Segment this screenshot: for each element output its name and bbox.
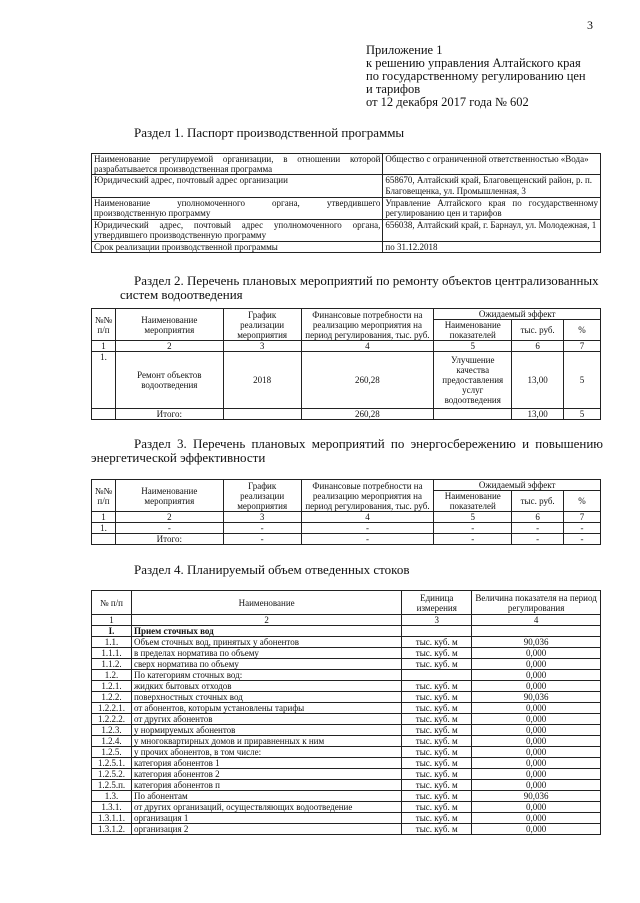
passport-value: 658670, Алтайский край, Благовещенский район, р. п. Благовещенка, ул. Промышленная, 3 xyxy=(383,175,601,198)
row-name: от других организаций, осуществляющих водоотведение xyxy=(131,802,401,813)
col-pct-header: % xyxy=(564,320,601,341)
row-value: 0,000 xyxy=(472,802,601,813)
row-unit: тыс. куб. м xyxy=(402,824,472,835)
col-number: 4 xyxy=(301,512,434,523)
table-row xyxy=(92,523,601,534)
row-num: 1.2.5.1. xyxy=(92,758,132,769)
section2-title: Раздел 2. Перечень плановых мероприятий по ремонту объектов централизованных систем водоотведения xyxy=(120,273,599,302)
passport-value: 656038, Алтайский край, г. Барнаул, ул. Молодежная, 1 xyxy=(383,220,601,242)
row-name: от абонентов, которым установлены тарифы xyxy=(131,703,401,714)
table-row xyxy=(92,659,601,670)
appendix-line: и тарифов xyxy=(366,82,421,96)
row-name: организация 1 xyxy=(131,813,401,824)
row-name: По категориям сточных вод: xyxy=(131,670,401,681)
col-number: 5 xyxy=(434,341,512,352)
col-num-header: №№ п/п xyxy=(92,309,116,341)
col-num-header: № п/п xyxy=(92,591,132,615)
row-num: 1.3.1.1. xyxy=(92,813,132,824)
table-row xyxy=(92,791,601,802)
row-name: организация 2 xyxy=(131,824,401,835)
col-number: 3 xyxy=(402,615,472,626)
table-row xyxy=(92,175,601,198)
table-row xyxy=(92,648,601,659)
table-row xyxy=(92,534,601,545)
table-row xyxy=(92,703,601,714)
total-pct: 5 xyxy=(564,409,601,420)
row-cell: - xyxy=(115,523,223,534)
row-pct: 5 xyxy=(564,352,601,409)
col-number: 5 xyxy=(434,512,512,523)
col-number: 1 xyxy=(92,341,116,352)
row-num: 1.2.4. xyxy=(92,736,132,747)
col-num-header: №№ п/п xyxy=(92,480,116,512)
col-rub-header: тыс. руб. xyxy=(512,320,564,341)
row-num: 1.2.3. xyxy=(92,725,132,736)
row-name: у многоквартирных домов и приравненных к ним xyxy=(131,736,401,747)
row-unit: тыс. куб. м xyxy=(402,692,472,703)
col-number: 2 xyxy=(115,341,223,352)
col-pct-header: % xyxy=(564,491,601,512)
passport-label: Наименование регулируемой организации, в отношении которой разрабатывается производственная программа xyxy=(92,154,383,175)
row-num: 1. xyxy=(92,523,116,534)
table-row xyxy=(92,409,601,420)
passport-label: Наименование уполномоченного органа, утвердившего производственную программу xyxy=(92,198,383,220)
appendix-line: от 12 декабря 2017 года № 602 xyxy=(366,95,529,109)
col-indicator-header: Наименование показателей xyxy=(434,491,512,512)
col-number: 1 xyxy=(92,615,132,626)
row-name: у прочих абонентов, в том числе: xyxy=(131,747,401,758)
row-num: 1.2.1. xyxy=(92,681,132,692)
row-unit xyxy=(402,670,472,681)
col-number: 3 xyxy=(223,512,301,523)
row-unit: тыс. куб. м xyxy=(402,758,472,769)
row-value: 0,000 xyxy=(472,670,601,681)
row-value: 0,000 xyxy=(472,736,601,747)
row-num: 1.2.2. xyxy=(92,692,132,703)
total-cell: - xyxy=(512,534,564,545)
appendix-line: к решению управления Алтайского края xyxy=(366,56,581,70)
repair-table xyxy=(91,308,601,420)
row-num: 1.2.2.2. xyxy=(92,714,132,725)
table-row xyxy=(92,154,601,175)
energy-table xyxy=(91,479,601,545)
passport-label: Юридический адрес, почтовый адрес уполномоченного органа, утвердившего производственную программу xyxy=(92,220,383,242)
row-cell: - xyxy=(434,523,512,534)
row-unit: тыс. куб. м xyxy=(402,637,472,648)
row-name: от других абонентов xyxy=(131,714,401,725)
passport-label: Срок реализации производственной программы xyxy=(92,242,383,253)
table-row xyxy=(92,615,601,626)
col-number: 4 xyxy=(472,615,601,626)
col-number: 6 xyxy=(512,512,564,523)
row-num: 1. xyxy=(92,352,116,409)
row-num: 1.3.1.2. xyxy=(92,824,132,835)
table-row xyxy=(92,802,601,813)
row-unit: тыс. куб. м xyxy=(402,681,472,692)
row-name: категория абонентов п xyxy=(131,780,401,791)
row-value: 0,000 xyxy=(472,758,601,769)
row-unit: тыс. куб. м xyxy=(402,791,472,802)
table-row xyxy=(92,736,601,747)
total-cell: - xyxy=(434,534,512,545)
row-num: 1.3.1. xyxy=(92,802,132,813)
row-unit: тыс. куб. м xyxy=(402,714,472,725)
table-row xyxy=(92,758,601,769)
row-num: 1.1.1. xyxy=(92,648,132,659)
total-finance: 260,28 xyxy=(301,409,434,420)
row-value: 0,000 xyxy=(472,780,601,791)
row-name: Прием сточных вод xyxy=(131,626,401,637)
col-effect-header: Ожидаемый эффект xyxy=(434,480,601,491)
row-value: 0,000 xyxy=(472,769,601,780)
col-finance-header: Финансовые потребности на реализацию мероприятия на период регулирования, тыс. руб. xyxy=(301,309,434,341)
row-schedule: 2018 xyxy=(223,352,301,409)
row-value: 0,000 xyxy=(472,681,601,692)
table-row xyxy=(92,626,601,637)
row-unit: тыс. куб. м xyxy=(402,725,472,736)
col-schedule-header: График реализации мероприятия xyxy=(223,480,301,512)
row-value: 0,000 xyxy=(472,714,601,725)
row-name: сверх норматива по объему xyxy=(131,659,401,670)
total-rub: 13,00 xyxy=(512,409,564,420)
passport-label: Юридический адрес, почтовый адрес организации xyxy=(92,175,383,198)
row-name: категория абонентов 1 xyxy=(131,758,401,769)
row-name: По абонентам xyxy=(131,791,401,802)
table-row xyxy=(92,813,601,824)
col-number: 2 xyxy=(115,512,223,523)
appendix-line: по государственному регулированию цен xyxy=(366,69,586,83)
row-value: 90,036 xyxy=(472,692,601,703)
row-num: 1.2.5.п. xyxy=(92,780,132,791)
table-row xyxy=(92,352,601,409)
col-value-header: Величина показателя на период регулирования xyxy=(472,591,601,615)
row-unit: тыс. куб. м xyxy=(402,802,472,813)
row-name: поверхностных сточных вод xyxy=(131,692,401,703)
table-row xyxy=(92,242,601,253)
row-cell: - xyxy=(564,523,601,534)
row-name: категория абонентов 2 xyxy=(131,769,401,780)
col-rub-header: тыс. руб. xyxy=(512,491,564,512)
col-name-header: Наименование xyxy=(131,591,401,615)
row-value: 0,000 xyxy=(472,648,601,659)
row-value xyxy=(472,626,601,637)
table-row xyxy=(92,341,601,352)
col-name-header: Наименование мероприятия xyxy=(115,309,223,341)
row-unit: тыс. куб. м xyxy=(402,648,472,659)
table-row xyxy=(92,637,601,648)
col-effect-header: Ожидаемый эффект xyxy=(434,309,601,320)
row-value: 0,000 xyxy=(472,725,601,736)
col-number: 1 xyxy=(92,512,116,523)
section4-title: Раздел 4. Планируемый объем отведенных стоков xyxy=(134,562,410,577)
row-cell: - xyxy=(301,523,434,534)
row-rub: 13,00 xyxy=(512,352,564,409)
passport-value: Управление Алтайского края по государственному регулированию цен и тарифов xyxy=(383,198,601,220)
table-row xyxy=(92,198,601,220)
row-unit: тыс. куб. м xyxy=(402,747,472,758)
row-unit: тыс. куб. м xyxy=(402,736,472,747)
row-num: 1.2.5. xyxy=(92,747,132,758)
appendix-line: Приложение 1 xyxy=(366,43,443,57)
row-cell: - xyxy=(512,523,564,534)
row-value: 0,000 xyxy=(472,813,601,824)
col-number: 3 xyxy=(223,341,301,352)
row-unit: тыс. куб. м xyxy=(402,813,472,824)
table-row xyxy=(92,714,601,725)
col-number: 7 xyxy=(564,512,601,523)
row-finance: 260,28 xyxy=(301,352,434,409)
row-name: жидких бытовых отходов xyxy=(131,681,401,692)
table-row xyxy=(92,681,601,692)
row-unit: тыс. куб. м xyxy=(402,780,472,791)
table-row xyxy=(92,220,601,242)
row-value: 0,000 xyxy=(472,703,601,714)
row-value: 0,000 xyxy=(472,659,601,670)
table-row xyxy=(92,824,601,835)
total-cell: - xyxy=(564,534,601,545)
passport-value: по 31.12.2018 xyxy=(383,242,601,253)
col-name-header: Наименование мероприятия xyxy=(115,480,223,512)
row-value: 0,000 xyxy=(472,824,601,835)
table-row xyxy=(92,670,601,681)
total-label: Итого: xyxy=(115,534,223,545)
section3-title: Раздел 3. Перечень плановых мероприятий по энергосбережению и повышению энергетической эффективности xyxy=(91,436,603,465)
col-number: 6 xyxy=(512,341,564,352)
table-row xyxy=(92,769,601,780)
wastewater-table xyxy=(91,590,601,835)
total-cell: - xyxy=(301,534,434,545)
table-row xyxy=(92,725,601,736)
row-name: Ремонт объектов водоотведения xyxy=(115,352,223,409)
appendix-header xyxy=(366,44,636,109)
page-number: 3 xyxy=(587,18,593,32)
col-number: 7 xyxy=(564,341,601,352)
col-finance-header: Финансовые потребности на реализацию мероприятия на период регулирования, тыс. руб. xyxy=(301,480,434,512)
row-num: 1.1. xyxy=(92,637,132,648)
col-number: 2 xyxy=(131,615,401,626)
row-num: 1.2.2.1. xyxy=(92,703,132,714)
passport-value: Общество с ограниченной ответственностью «Вода» xyxy=(383,154,601,175)
table-row xyxy=(92,747,601,758)
row-name: в пределах норматива по объему xyxy=(131,648,401,659)
row-num: 1.2.5.2. xyxy=(92,769,132,780)
row-name: Объем сточных вод, принятых у абонентов xyxy=(131,637,401,648)
row-name: у нормируемых абонентов xyxy=(131,725,401,736)
row-unit: тыс. куб. м xyxy=(402,769,472,780)
section1-title: Раздел 1. Паспорт производственной программы xyxy=(134,125,405,140)
row-value: 90,036 xyxy=(472,637,601,648)
col-unit-header: Единица измерения xyxy=(402,591,472,615)
row-cell: - xyxy=(223,523,301,534)
row-num: I. xyxy=(92,626,132,637)
passport-table xyxy=(91,153,601,253)
total-label: Итого: xyxy=(115,409,223,420)
row-num: 1.3. xyxy=(92,791,132,802)
row-value: 90,036 xyxy=(472,791,601,802)
col-number: 4 xyxy=(301,341,434,352)
row-num: 1.2. xyxy=(92,670,132,681)
row-indicator: Улучшение качества предоставления услуг водоотведения xyxy=(434,352,512,409)
col-schedule-header: График реализации мероприятия xyxy=(223,309,301,341)
row-unit: тыс. куб. м xyxy=(402,703,472,714)
table-row xyxy=(92,512,601,523)
total-cell: - xyxy=(223,534,301,545)
col-indicator-header: Наименование показателей xyxy=(434,320,512,341)
row-value: 0,000 xyxy=(472,747,601,758)
row-num: 1.1.2. xyxy=(92,659,132,670)
table-row xyxy=(92,692,601,703)
table-row xyxy=(92,780,601,791)
row-unit: тыс. куб. м xyxy=(402,659,472,670)
row-unit xyxy=(402,626,472,637)
